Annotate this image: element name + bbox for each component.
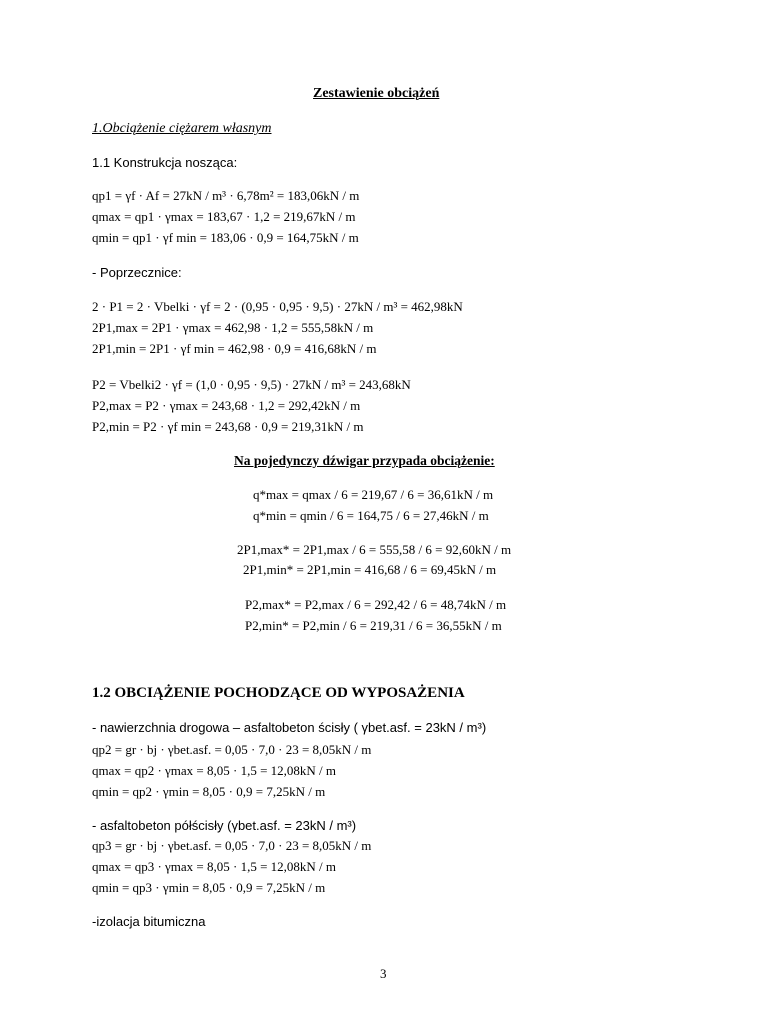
equation-2p1star-min: 2P1,min* = 2P1,min = 416,68 / 6 = 69,45kN / m [243,562,497,577]
equation-p2-max: P2,max = P2 · γmax = 243,68 · 1,2 = 292,42kN / m [92,398,361,413]
equation-q-max-2: qmax = qp2 · γmax = 8,05 · 1,5 = 12,08kN / m [92,763,337,778]
equation-p2star-max: P2,max* = P2,max / 6 = 292,42 / 6 = 48,74kN / m [245,597,507,612]
equation-p2: P2 = Vbelki2 · γf = (1,0 · 0,95 · 9,5) · 27kN / m³ = 243,68kN [92,377,411,392]
page-number: 3 [380,966,387,981]
polscisly-label: - asfaltobeton półścisły (γbet.asf. = 23kN / m³) [92,818,357,833]
equation-qstar-max: q*max = qmax / 6 = 219,67 / 6 = 36,61kN / m [253,487,494,502]
equation-q-p2: qp2 = gr · bj · γbet.asf. = 0,05 · 7,0 · 23 = 8,05kN / m [92,742,372,757]
page-title: Zestawienie obciążeń [313,86,440,101]
equation-q-min-2: qmin = qp2 · γmin = 8,05 · 0,9 = 7,25kN / m [92,784,326,799]
equation-q-max-1: qmax = qp1 · γmax = 183,67 · 1,2 = 219,67kN / m [92,209,356,224]
equation-2p1-min: 2P1,min = 2P1 · γf min = 462,98 · 0,9 = 416,68kN / m [92,341,377,356]
equation-q-p3: qp3 = gr · bj · γbet.asf. = 0,05 · 7,0 · 23 = 8,05kN / m [92,838,372,853]
section-heading-1: 1.Obciążenie ciężarem własnym [92,121,272,136]
equation-2p1: 2 · P1 = 2 · Vbelki · γf = 2 · (0,95 · 0,95 · 9,5) · 27kN / m³ = 462,98kN [92,299,463,314]
poprzecznice-label: - Poprzecznice: [92,265,182,280]
subsection-heading-1-1: 1.1 Konstrukcja nosząca: [92,155,238,170]
dzwigar-heading: Na pojedynczy dźwigar przypada obciążenie: [234,453,495,468]
equation-2p1star-max: 2P1,max* = 2P1,max / 6 = 555,58 / 6 = 92,60kN / m [237,542,512,557]
equation-q-max-3: qmax = qp3 · γmax = 8,05 · 1,5 = 12,08kN / m [92,859,337,874]
section-heading-1-2: 1.2 OBCIĄŻENIE POCHODZĄCE OD WYPOSAŻENIA [92,685,465,701]
equation-q-min-3: qmin = qp3 · γmin = 8,05 · 0,9 = 7,25kN / m [92,880,326,895]
equation-q-min-1: qmin = qp1 · γf min = 183,06 · 0,9 = 164,75kN / m [92,230,359,245]
equation-p2-min: P2,min = P2 · γf min = 243,68 · 0,9 = 219,31kN / m [92,419,364,434]
equation-qstar-min: q*min = qmin / 6 = 164,75 / 6 = 27,46kN / m [253,508,489,523]
equation-2p1-max: 2P1,max = 2P1 · γmax = 462,98 · 1,2 = 555,58kN / m [92,320,374,335]
equation-p2star-min: P2,min* = P2,min / 6 = 219,31 / 6 = 36,55kN / m [245,618,502,633]
equation-q-p1: qp1 = γf · Af = 27kN / m³ · 6,78m² = 183,06kN / m [92,188,360,203]
izolacja-label: -izolacja bitumiczna [92,914,206,929]
nawierzchnia-label: - nawierzchnia drogowa – asfaltobeton ścisły ( γbet.asf. = 23kN / m³) [92,720,487,735]
